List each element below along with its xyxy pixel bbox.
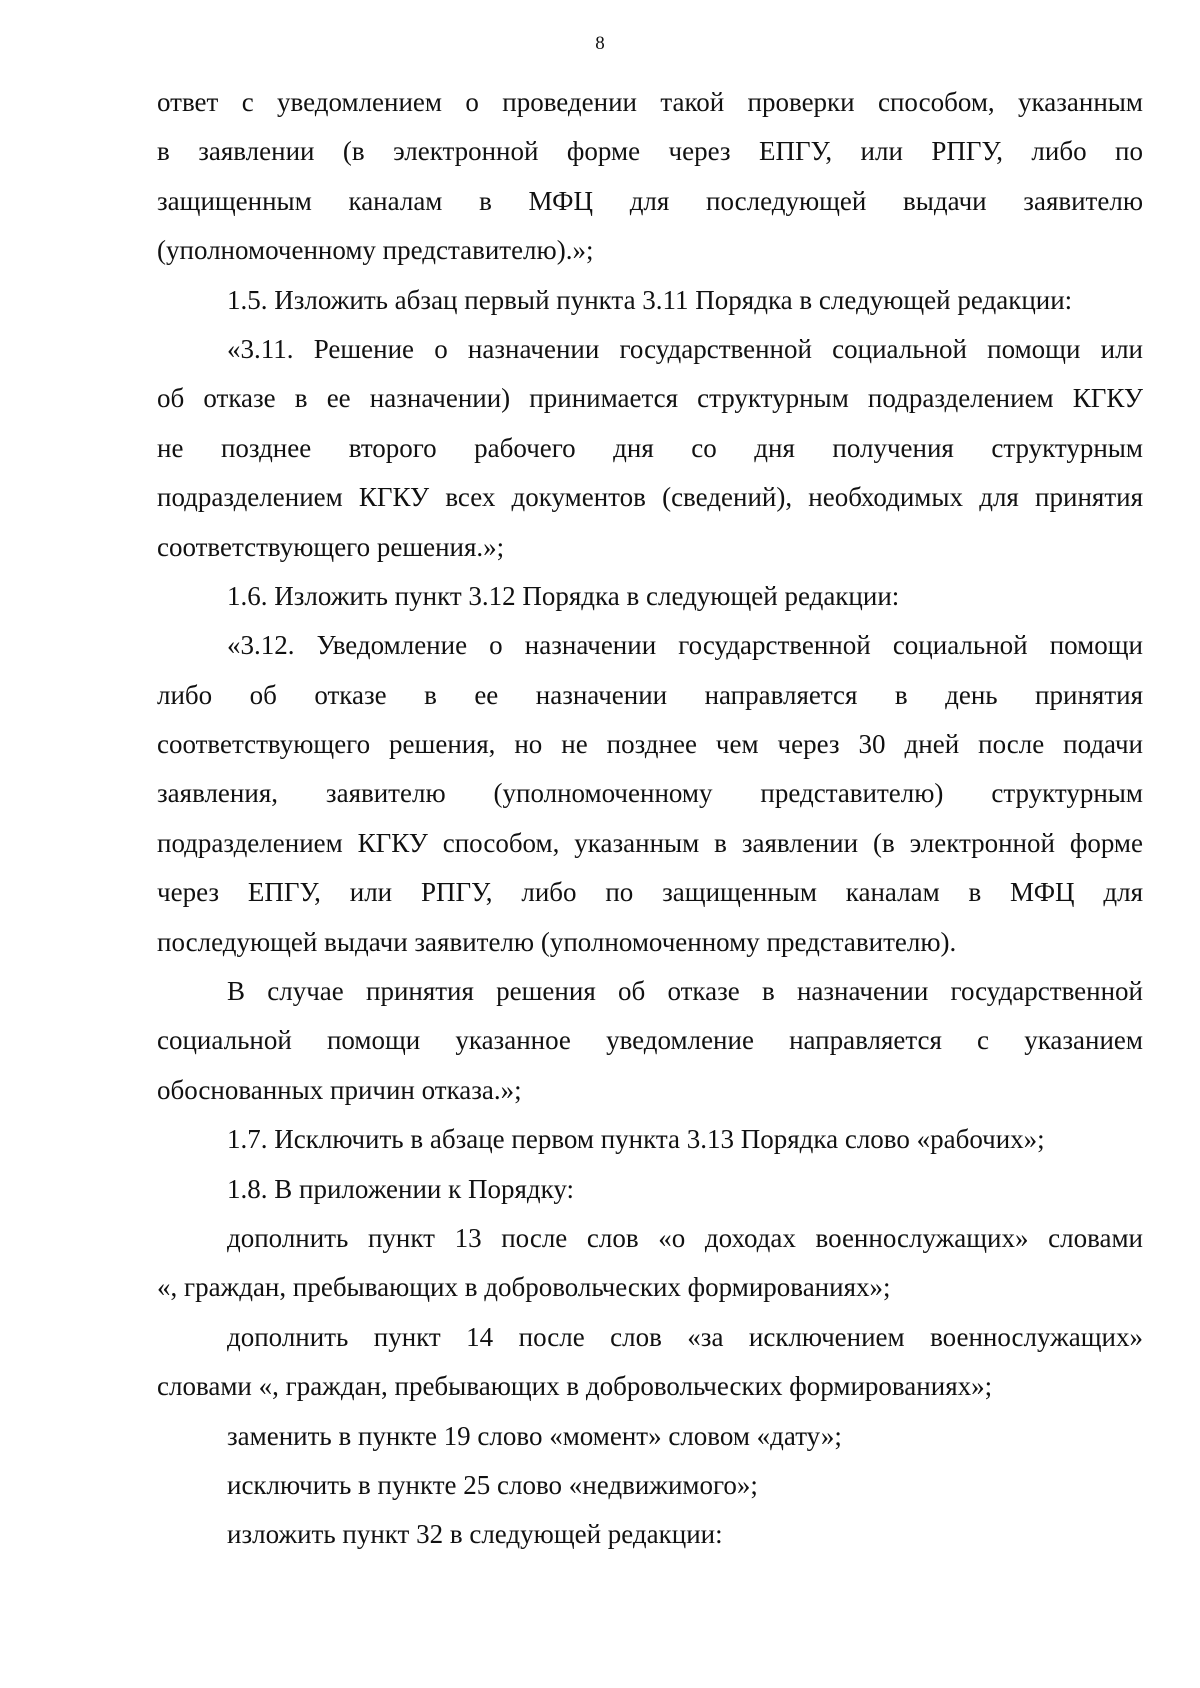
text-line: подразделением КГКУ способом, указанным в заявлении (в электронной форме [157, 827, 1143, 858]
document-body [157, 78, 1143, 1560]
text-line: либо об отказе в ее назначении направляется в день принятия [157, 679, 1143, 710]
text-line: соответствующего решения, но не позднее чем через 30 дней после подачи [157, 729, 1143, 760]
text-line: изложить пункт 32 в следующей редакции: [227, 1519, 723, 1550]
text-line: словами «, граждан, пребывающих в добровольческих формированиях»; [157, 1371, 993, 1402]
text-line: «, граждан, пребывающих в добровольческих формированиях»; [157, 1272, 891, 1303]
text-line: обоснованных причин отказа.»; [157, 1074, 522, 1105]
text-line: дополнить пункт 13 после слов «о доходах военнослужащих» словами [227, 1222, 1143, 1253]
page-number: 8 [595, 33, 605, 54]
paragraph-1-8: 1.8. В приложении к Порядку: [227, 1173, 574, 1204]
text-line: в заявлении (в электронной форме через ЕПГУ, или РПГУ, либо по [157, 136, 1143, 167]
text-line: об отказе в ее назначении) принимается структурным подразделением КГКУ [157, 383, 1143, 414]
text-line: не позднее второго рабочего дня со дня получения структурным [157, 432, 1143, 463]
text-line: заявления, заявителю (уполномоченному представителю) структурным [157, 778, 1143, 809]
text-line: (уполномоченному представителю).»; [157, 235, 594, 266]
text-line: через ЕПГУ, или РПГУ, либо по защищенным каналам в МФЦ для [157, 877, 1143, 908]
paragraph-1-6: 1.6. Изложить пункт 3.12 Порядка в следующей редакции: [227, 580, 900, 611]
text-line: В случае принятия решения об отказе в назначении государственной [227, 976, 1143, 1007]
text-line: «3.11. Решение о назначении государственной социальной помощи или [227, 333, 1143, 364]
text-line: соответствующего решения.»; [157, 531, 505, 562]
paragraph-1-5: 1.5. Изложить абзац первый пункта 3.11 Порядка в следующей редакции: [227, 284, 1073, 315]
text-line: подразделением КГКУ всех документов (сведений), необходимых для принятия [157, 482, 1143, 513]
text-line: социальной помощи указанное уведомление направляется с указанием [157, 1025, 1143, 1056]
text-line: ответ с уведомлением о проведении такой проверки способом, указанным [157, 87, 1143, 117]
text-line: исключить в пункте 25 слово «недвижимого»; [227, 1469, 758, 1500]
paragraph-1-7: 1.7. Исключить в абзаце первом пункта 3.13 Порядка слово «рабочих»; [227, 1124, 1045, 1155]
text-line: защищенным каналам в МФЦ для последующей выдачи заявителю [157, 185, 1143, 216]
text-line: последующей выдачи заявителю (уполномоченному представителю). [157, 926, 957, 957]
text-line: дополнить пункт 14 после слов «за исключением военнослужащих» [227, 1321, 1143, 1352]
text-line: заменить в пункте 19 слово «момент» словом «дату»; [227, 1420, 842, 1451]
text-line: «3.12. Уведомление о назначении государственной социальной помощи [227, 630, 1143, 661]
